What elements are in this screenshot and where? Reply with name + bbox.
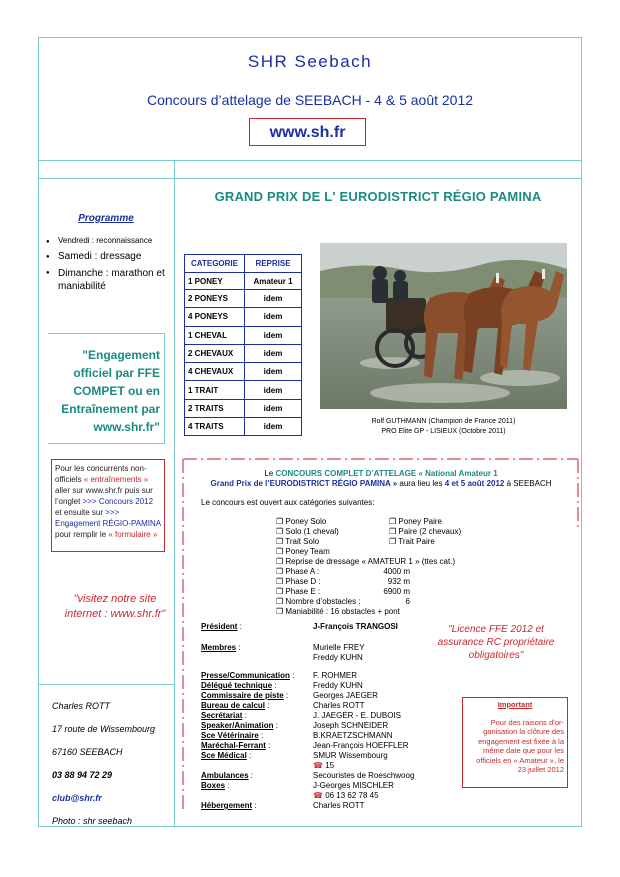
programme-item: ● Samedi : dressage xyxy=(46,251,171,262)
eng-bracket-bottom xyxy=(48,443,165,444)
frame-top xyxy=(38,37,582,38)
checkbox-icon: ❐ xyxy=(276,517,286,526)
table-cell: idem xyxy=(245,381,302,399)
site-title: SHR Seebach xyxy=(247,52,373,71)
table-cell: idem xyxy=(245,290,302,308)
important-text: Pour des raisons d’or-ganisation la clôture des engagement est fixée à la même date que pour les officiels en « Amateur », le 23 juillet 2012 xyxy=(476,717,564,774)
role-row: Sce Médical : xyxy=(201,751,252,760)
role-row: Sce Vétérinaire : xyxy=(201,731,264,740)
checklist-label: Poney Paire xyxy=(398,517,442,526)
eng-bracket-side xyxy=(164,333,165,443)
membre-name: Freddy KUHN xyxy=(313,653,363,662)
role-value: B.KRAETZSCHMANN xyxy=(313,731,393,740)
medical-phone xyxy=(313,761,334,770)
role-label: Presse/Communication xyxy=(201,671,290,680)
boxes-phone xyxy=(313,791,379,800)
table-cell: 4 CHEVAUX xyxy=(185,363,245,381)
role-value: Jean-François HOEFFLER xyxy=(313,741,409,750)
table-cell: idem xyxy=(245,308,302,326)
checklist-item xyxy=(276,557,455,567)
checklist-label: Trait Paire xyxy=(398,537,435,546)
caption-line: Rolf GUTHMANN (Champion de France 2011) xyxy=(371,418,516,425)
concurrents-text: pour remplir le xyxy=(55,530,109,539)
phase-value: 6 xyxy=(405,597,410,606)
phase-value: 6900 m xyxy=(383,587,410,596)
concurrents-text: aller sur www.shr.fr puis sur l’onglet xyxy=(55,486,153,506)
boxes-value: J-Georges MISCHLER xyxy=(313,781,394,790)
checklist-item xyxy=(276,537,319,547)
checklist-label: Solo (1 cheval) xyxy=(285,527,339,536)
checkbox-icon: ❐ xyxy=(276,587,286,596)
checklist-item xyxy=(389,537,435,547)
contact-phone: 03 88 94 72 29 xyxy=(52,770,113,780)
carriage-driving-photo xyxy=(320,243,567,409)
role-label: Délégué technique xyxy=(201,681,273,690)
role-label: Commissaire de piste xyxy=(201,691,284,700)
role-row: Délégué technique : xyxy=(201,681,277,690)
checkbox-icon: ❐ xyxy=(276,527,286,536)
visit-site-text: "visitez notre site internet : www.shr.fr" xyxy=(64,593,166,620)
intro-text: Le xyxy=(264,469,276,478)
ambulances-label: Ambulances xyxy=(201,771,249,780)
role-value: Georges JAEGER xyxy=(313,691,378,700)
checkbox-icon: ❐ xyxy=(276,607,286,616)
licence-notice: "Licence FFE 2012 et assurance RC propriétaire obligatoires" xyxy=(437,624,555,661)
engagement-link[interactable]: >>> Engagement RÉGIO-PAMINA xyxy=(55,508,161,528)
role-value: F. ROHMER xyxy=(313,671,357,680)
checkbox-icon: ❐ xyxy=(276,567,286,576)
role-value: Joseph SCHNEIDER xyxy=(313,721,389,730)
intro-text: aura lieu les xyxy=(397,479,445,488)
checkbox-icon: ❐ xyxy=(389,527,399,536)
event-intro xyxy=(186,469,576,489)
table-cell: 2 TRAITS xyxy=(185,399,245,417)
checklist-label: Nombre d’obstacles : xyxy=(285,597,361,606)
formulaire-link[interactable]: « formulaire » xyxy=(108,530,158,539)
concurrents-text: et ensuite sur xyxy=(55,508,106,517)
concours-link[interactable]: >>> Concours 2012 xyxy=(82,497,154,506)
table-cell: idem xyxy=(245,344,302,362)
table-cell: 4 TRAITS xyxy=(185,418,245,436)
concurrents-text: Pour les concurrents non-officiels xyxy=(55,464,147,484)
table-cell: 2 CHEVAUX xyxy=(185,344,245,362)
checklist-label: Phase D : xyxy=(285,577,321,586)
role-value: SMUR Wissembourg xyxy=(313,751,388,760)
hebergement-label: Hébergement xyxy=(201,801,253,810)
important-title: Important xyxy=(497,700,533,709)
checkbox-icon: ❐ xyxy=(389,537,399,546)
telephone-icon: ☎ xyxy=(313,791,326,800)
photo-caption xyxy=(320,417,567,437)
role-row: Commissaire de piste : xyxy=(201,691,289,700)
table-cell: idem xyxy=(245,326,302,344)
role-row: Secrétariat : xyxy=(201,711,247,720)
open-categories-text: Le concours est ouvert aux catégories suivantes: xyxy=(201,498,375,507)
role-row: Presse/Communication : xyxy=(201,671,295,680)
role-row: Bureau de calcul : xyxy=(201,701,270,710)
role-row: Maréchal-Ferrant : xyxy=(201,741,271,750)
boxes-label: Boxes xyxy=(201,781,226,790)
table-cell: 1 CHEVAL xyxy=(185,326,245,344)
grand-prix-title: GRAND PRIX DE L' EURODISTRICT RÉGIO PAMINA xyxy=(214,189,542,204)
role-value: J. JAEGER - E. DUBOIS xyxy=(313,711,402,720)
photo-illustration xyxy=(320,243,567,409)
president-name: J-François TRANGOSI xyxy=(313,622,398,631)
medical-phone-number: 15 xyxy=(325,761,335,770)
frame-left xyxy=(38,37,39,827)
table-cell: 1 PONEY xyxy=(185,273,245,290)
programme-list xyxy=(46,236,171,293)
categories-table xyxy=(184,254,302,436)
contact-email[interactable]: club@shr.fr xyxy=(52,793,102,803)
table-cell: idem xyxy=(245,418,302,436)
checklist-item xyxy=(389,517,442,527)
checklist-item xyxy=(276,587,320,597)
role-row: Speaker/Animation : xyxy=(201,721,278,730)
checklist-label: Poney Team xyxy=(285,547,330,556)
president-row: Président : xyxy=(201,622,242,631)
engagement-text: "Engagement officiel par FFE COMPET ou en Entraînement par www.shr.fr" xyxy=(61,348,160,434)
checklist-item xyxy=(276,567,319,577)
checkbox-icon: ❐ xyxy=(276,557,286,566)
role-label: Secrétariat xyxy=(201,711,243,720)
contact-block xyxy=(52,695,155,833)
hebergement-value: Charles ROTT xyxy=(313,801,365,810)
checklist-label: Phase A : xyxy=(285,567,320,576)
boxes-phone-number: 06 13 62 78 45 xyxy=(325,791,379,800)
important-box xyxy=(462,697,568,788)
caption-line: PRO Elite GP - LISIEUX (Octobre 2011) xyxy=(381,428,506,435)
concurrents-box xyxy=(51,459,165,552)
phase-value: 932 m xyxy=(387,577,410,586)
ambulances-row: Ambulances : xyxy=(201,771,254,780)
intro-event-name: CONCOURS COMPLET D’ATTELAGE « National Amateur 1 xyxy=(275,469,498,478)
role-label: Speaker/Animation xyxy=(201,721,274,730)
role-label: Sce Médical xyxy=(201,751,247,760)
header-divider-2 xyxy=(38,178,582,179)
eng-bracket-top xyxy=(48,333,164,334)
checklist-item xyxy=(276,527,339,537)
telephone-icon: ☎ xyxy=(313,761,326,770)
checklist-item xyxy=(276,517,326,527)
photo-credit: Photo : shr seebach xyxy=(52,816,133,826)
checklist-label: Maniabilité : 16 obstacles + pont xyxy=(285,607,400,616)
hebergement-row: Hébergement : xyxy=(201,801,257,810)
table-cell: idem xyxy=(245,399,302,417)
role-label: Maréchal-Ferrant xyxy=(201,741,266,750)
header-divider xyxy=(38,160,582,161)
ambulances-value: Secouristes de Roeschwoog xyxy=(313,771,415,780)
checklist-label: Poney Solo xyxy=(285,517,327,526)
role-value: Freddy KUHN xyxy=(313,681,363,690)
left-col-line xyxy=(38,684,174,685)
header-url-link[interactable]: www.sh.fr xyxy=(249,118,366,146)
phase-value: 4000 m xyxy=(383,567,410,576)
table-cell: idem xyxy=(245,363,302,381)
intro-text: à SEEBACH xyxy=(504,479,552,488)
checklist-label: Phase E : xyxy=(285,587,321,596)
checklist-item xyxy=(276,547,330,557)
table-cell: 2 PONEYS xyxy=(185,290,245,308)
checklist-item xyxy=(276,597,361,607)
programme-title: Programme xyxy=(78,213,134,224)
role-label: Sce Vétérinaire xyxy=(201,731,259,740)
membre-name: Murielle FREY xyxy=(313,643,365,652)
role-label: Bureau de calcul xyxy=(201,701,266,710)
membres-label: Membres xyxy=(201,643,237,652)
membres-row: Membres : xyxy=(201,643,241,652)
table-header: CATEGORIE xyxy=(185,255,245,273)
boxes-row: Boxes : xyxy=(201,781,230,790)
contact-city: 67160 SEEBACH xyxy=(52,747,123,757)
president-label: Président xyxy=(201,622,238,631)
table-cell: 1 TRAIT xyxy=(185,381,245,399)
checklist-item xyxy=(276,607,400,617)
programme-item: ● Dimanche : marathon et maniabilité xyxy=(46,267,171,293)
checkbox-icon: ❐ xyxy=(276,577,286,586)
checklist-label: Reprise de dressage « AMATEUR 1 » (ttes cat.) xyxy=(285,557,456,566)
intro-dates: 4 et 5 août 2012 xyxy=(444,479,505,488)
table-cell: Amateur 1 xyxy=(245,273,302,290)
checklist-item xyxy=(276,577,321,587)
checklist-label: Trait Solo xyxy=(285,537,320,546)
table-header: REPRISE xyxy=(245,255,302,273)
event-subtitle: Concours d’attelage de SEEBACH - 4 & 5 août 2012 xyxy=(146,92,474,108)
checklist-item xyxy=(389,527,461,537)
entrainements-text: « entraînements » xyxy=(83,475,149,484)
checkbox-icon: ❐ xyxy=(276,597,286,606)
contact-name: Charles ROTT xyxy=(52,701,111,711)
checkbox-icon: ❐ xyxy=(276,537,286,546)
table-cell: 4 PONEYS xyxy=(185,308,245,326)
contact-street: 17 route de Wissembourg xyxy=(52,724,155,734)
checklist-label: Paire (2 chevaux) xyxy=(398,527,462,536)
checkbox-icon: ❐ xyxy=(276,547,286,556)
intro-grand-prix: Grand Prix de l’EURODISTRICT RÉGIO PAMINA » xyxy=(210,479,398,488)
checkbox-icon: ❐ xyxy=(389,517,399,526)
role-value: Charles ROTT xyxy=(313,701,365,710)
programme-item: ● Vendredi : reconnaissance xyxy=(46,236,171,245)
